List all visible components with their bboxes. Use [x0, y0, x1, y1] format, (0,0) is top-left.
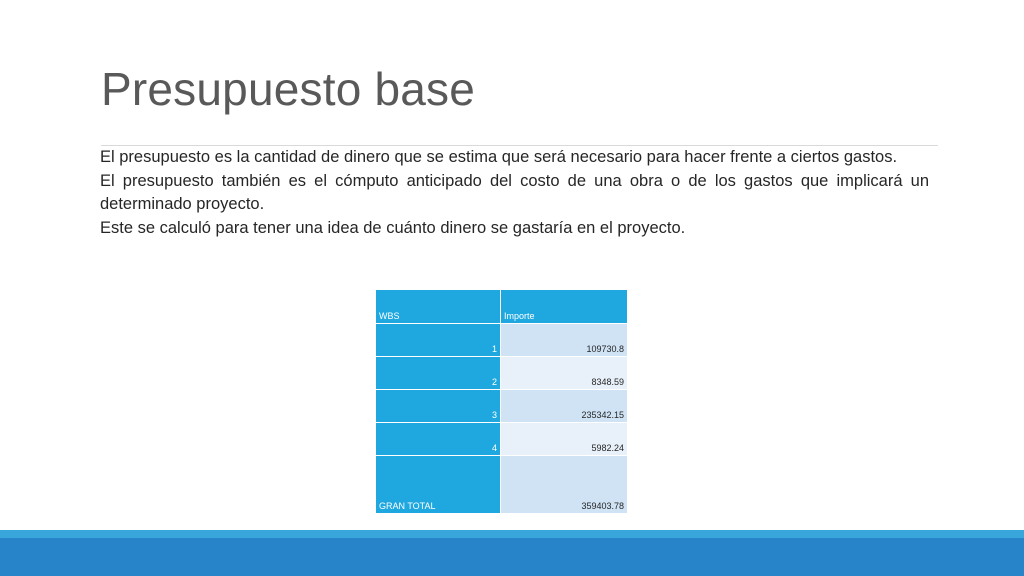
cell-importe: 8348.59 — [501, 357, 628, 390]
body-paragraph-definition: El presupuesto es la cantidad de dinero que se estima que será necesario para hacer frente a ciertos gastos. — [100, 148, 898, 166]
column-header-importe: Importe — [501, 290, 628, 324]
slide-body — [100, 146, 929, 240]
footer-bar — [0, 538, 1024, 576]
cell-wbs: 3 — [376, 390, 501, 423]
cell-importe: 109730.8 — [501, 324, 628, 357]
cell-wbs: 1 — [376, 324, 501, 357]
table-row — [376, 357, 628, 390]
table-total-row — [376, 456, 628, 514]
cell-importe: 5982.24 — [501, 423, 628, 456]
body-paragraph-computation: El presupuesto también es el cómputo anticipado del costo de una obra o de los gastos que implicará un determinado proyecto. — [100, 171, 929, 213]
cell-importe: 235342.15 — [501, 390, 628, 423]
cell-wbs: 4 — [376, 423, 501, 456]
slide-title: Presupuesto base — [101, 63, 476, 115]
table-row — [376, 324, 628, 357]
budget-table — [376, 290, 628, 514]
body-paragraph-purpose: Este se calculó para tener una idea de cuánto dinero se gastaría en el proyecto. — [100, 218, 686, 237]
footer-stripe — [0, 530, 1024, 538]
total-label: GRAN TOTAL — [376, 456, 501, 514]
total-importe: 359403.78 — [501, 456, 628, 514]
table-row — [376, 423, 628, 456]
table-row — [376, 390, 628, 423]
table-header-row — [376, 290, 628, 324]
cell-wbs: 2 — [376, 357, 501, 390]
column-header-wbs: WBS — [376, 290, 501, 324]
